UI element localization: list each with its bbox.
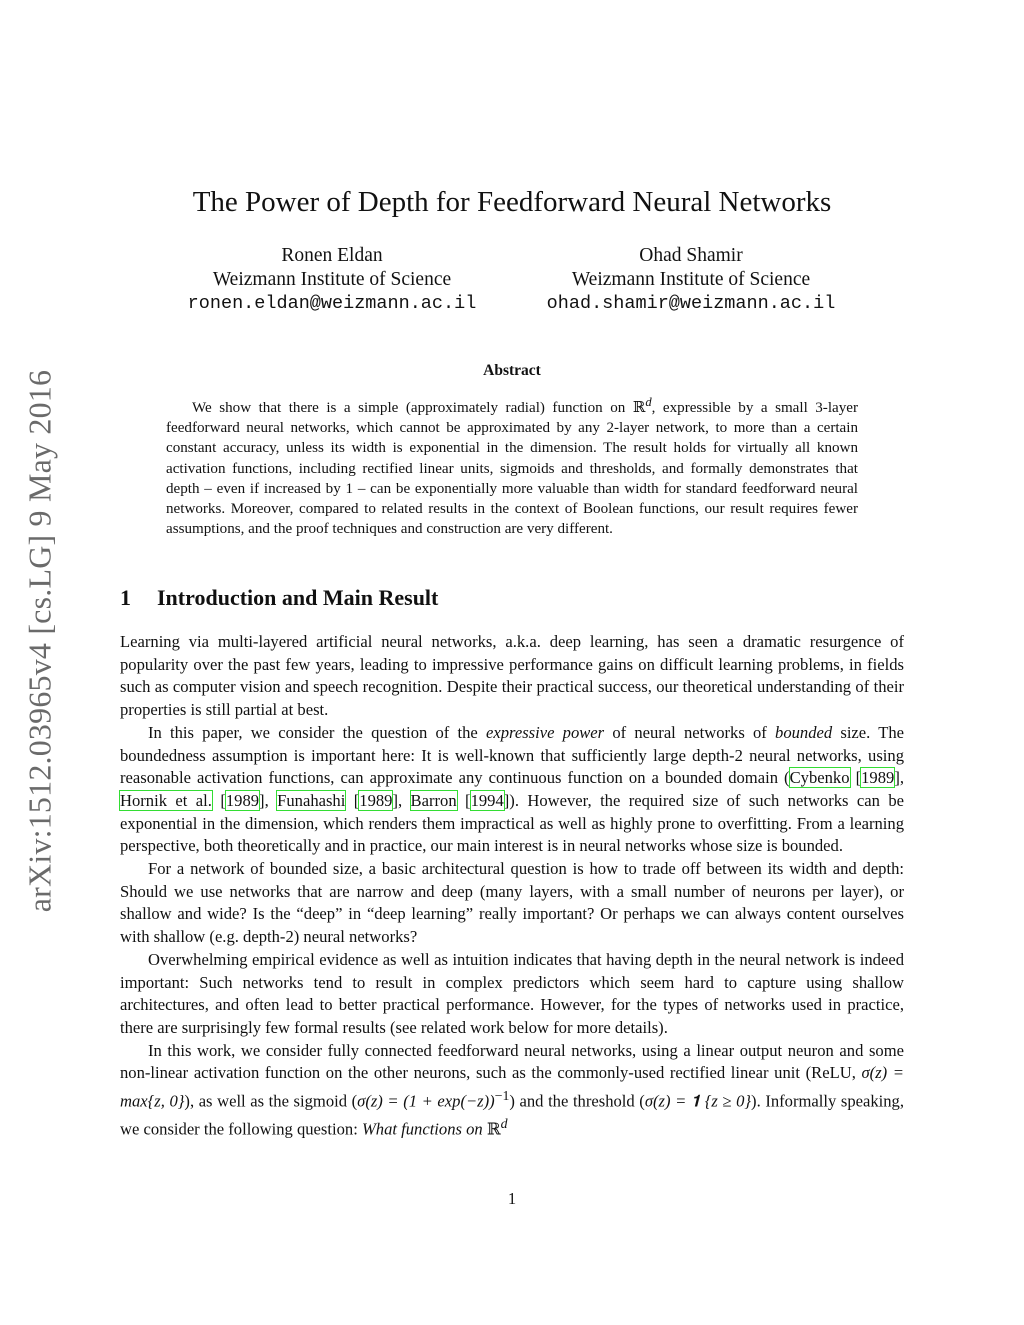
citation-year-link[interactable]: 1994	[470, 790, 504, 810]
paragraph-3: For a network of bounded size, a basic architectural question is how to trade off between its width and depth: Should we use networks that are narrow and deep (many layers, with a small number of neurons per layer), or shallow and wide? Is the “deep” in “deep learning” really important? Or perhaps we can always content ourselves with shallow (e.g. depth-2) neural networks?	[120, 859, 904, 947]
paper-title: The Power of Depth for Feedforward Neural Networks	[192, 186, 832, 218]
math-reals: ℝ	[632, 400, 646, 417]
arxiv-side-stamp	[20, 350, 60, 932]
citation-link-barron[interactable]: Barron	[410, 790, 457, 810]
arxiv-identifier: arXiv:1512.03965v4 [cs.LG] 9 May 2016	[21, 369, 58, 913]
citation-year-link[interactable]: 1989	[359, 790, 393, 810]
body-text	[120, 631, 904, 1142]
author-name: Ronen Eldan	[281, 245, 383, 266]
paragraph-1: Learning via multi-layered artificial neural networks, a.k.a. deep learning, has seen a dramatic resurgence of popularity over the past few years, leading to impressive performance gains on difficult learning problems, in fields such as computer vision and speech recognition. Despite their practical success, our theoretical understanding of their properties is still partial at best.	[120, 632, 904, 720]
author-affiliation: Weizmann Institute of Science	[212, 269, 452, 290]
math-reals: ℝ	[486, 1119, 501, 1139]
author-email[interactable]: ronen.eldan@weizmann.ac.il	[187, 293, 477, 314]
paragraph-4: Overwhelming empirical evidence as well as intuition indicates that having depth in the neural network is indeed important: Such networks tend to result in complex predictors which seem hard to capture using shallow architectures, and often lead to better practical performance. However, for the types of networks used in practice, there are surprisingly few formal results (see related work below for more details).	[120, 949, 904, 1037]
math-threshold: σ(z) = 𝟏 {z ≥ 0}	[644, 1091, 752, 1111]
author-block-1	[172, 244, 492, 316]
section-title: Introduction and Main Result	[157, 585, 439, 610]
citation-year-link[interactable]: 1989	[225, 790, 260, 810]
section-number: 1	[120, 585, 131, 610]
author-block-2	[530, 244, 852, 316]
author-email[interactable]: ohad.shamir@weizmann.ac.il	[546, 293, 836, 314]
author-affiliation: Weizmann Institute of Science	[571, 269, 811, 290]
paragraph-5: In this work, we consider fully connected feedforward neural networks, using a linear output neuron and some non-linear activation function on the other neurons, such as the commonly-used rectified linear unit (ReLU, σ(z) = max{z, 0}), as well as the sigmoid $(\sigma(z) = (1 + \exp(-z))^{-1})$ and the threshold (σ(z) = 𝟏 {z ≥ 0}). Informally speaking, we consider the following question: What functions on ℝ$^d$	[120, 1040, 905, 1139]
abstract-heading: Abstract	[483, 362, 541, 379]
math-sigmoid: σ(z) = (1 + exp(−z))	[357, 1091, 495, 1111]
citation-link-funahashi[interactable]: Funahashi	[277, 790, 346, 810]
author-name: Ohad Shamir	[639, 245, 743, 266]
page-number: 1	[507, 1189, 517, 1208]
citation-link-cybenko[interactable]: Cybenko	[789, 768, 850, 788]
citation-year-link[interactable]: 1989	[861, 768, 895, 788]
math-relu: σ(z) = max{z, 0}	[120, 1063, 905, 1111]
abstract-text: We show that there is a simple (approximately radial) function on ℝ$^d$, expressible by a small 3-layer feedforward neural networks, which cannot be approximated by any 2-layer network, to more than a certain constant accuracy, unless its width is exponential in the dimension. The result holds for virtually all known activation functions, including rectified linear units, sigmoids and thresholds, and formally demonstrates that depth – even if increased by 1 – can be exponentially more valuable than width for standard feedforward neural networks. Moreover, compared to related results in the context of Boolean functions, our result requires fewer assumptions, and the proof techniques and construction are very different.	[166, 395, 858, 538]
section-heading	[120, 585, 438, 611]
paragraph-2: In this paper, we consider the question of the expressive power of neural networks of bounded size. The boundedness assumption is important here: It is well-known that sufficiently large depth-2 neural networks, using reasonable activation functions, can approximate any continuous function on a bounded domain (Cybenko [1989], Hornik et al. [1989], Funahashi [1989], Barron [1994]). However, the required size of such networks can be exponential in the dimension, which renders them impractical as well as highly prone to overfitting. From a learning perspective, both theoretically and in practice, our main interest is in neural networks whose size is bounded.	[120, 722, 904, 856]
citation-link-hornik[interactable]: Hornik et al.	[120, 790, 212, 810]
